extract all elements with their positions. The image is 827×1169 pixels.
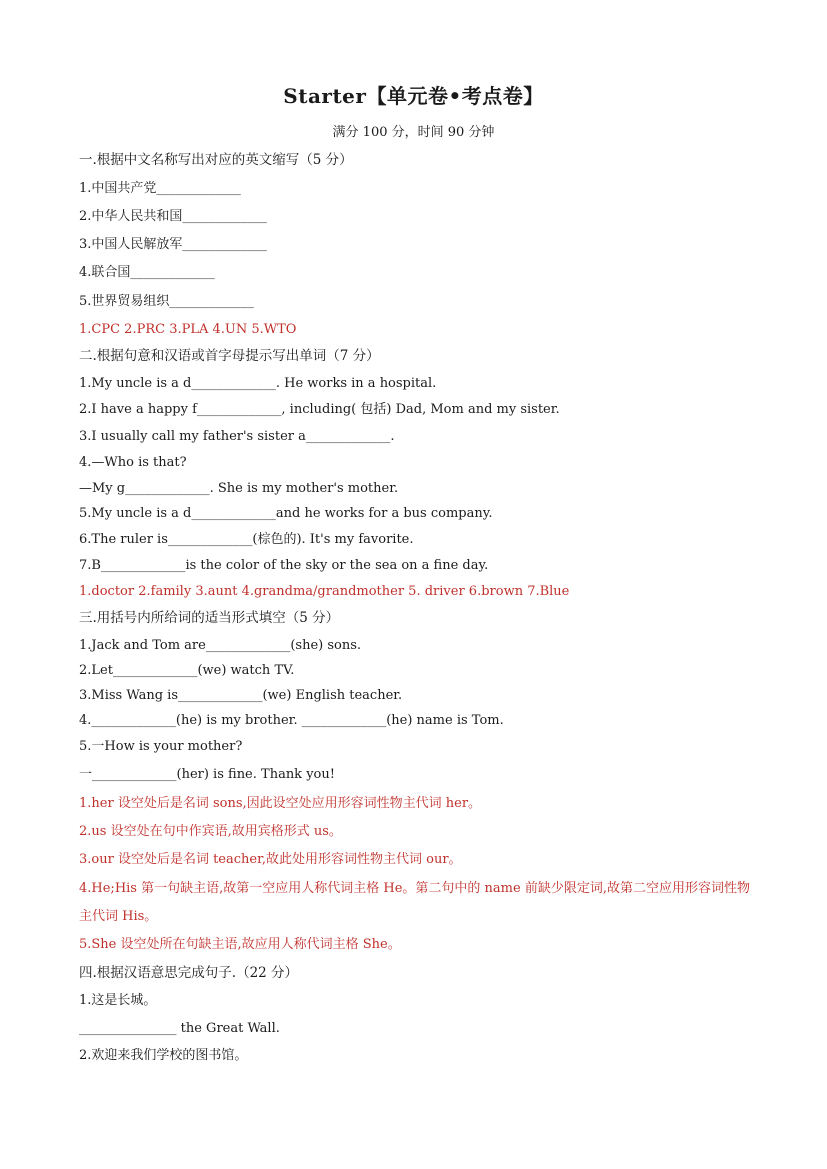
section-4-heading: 四.根据汉语意思完成句子.（22 分） <box>79 965 299 981</box>
question-line: 1.这是长城。 <box>79 993 157 1008</box>
question-line: 4._____________(he) is my brother. _____________(he) name is Tom. <box>79 713 504 728</box>
question-line: 1.中国共产党_____________ <box>79 181 241 196</box>
question-line: 一_____________(her) is fine. Thank you! <box>79 767 335 782</box>
page-subtitle: 满分 100 分，时间 90 分钟 <box>332 125 495 140</box>
question-line: 3.I usually call my father's sister a_____________. <box>79 429 395 444</box>
question-line: 5.世界贸易组织_____________ <box>79 294 254 309</box>
answer-line: 3.our 设空处后是名词 teacher,故此处用形容词性物主代词 our。 <box>79 852 462 867</box>
section-3-heading: 三.用括号内所给词的适当形式填空（5 分） <box>79 610 340 626</box>
answer-line: 1.CPC 2.PRC 3.PLA 4.UN 5.WTO <box>79 322 297 337</box>
question-line: 4.联合国_____________ <box>79 265 215 280</box>
question-line: 1.Jack and Tom are_____________(she) sons. <box>79 638 362 653</box>
question-line: 1.My uncle is a d_____________. He works in a hospital. <box>79 376 437 391</box>
question-line: 5.My uncle is a d_____________and he works for a bus company. <box>79 506 493 521</box>
question-line: 7.B_____________is the color of the sky or the sea on a fine day. <box>79 558 489 573</box>
section-1-heading: 一.根据中文名称写出对应的英文缩写（5 分） <box>79 152 353 168</box>
question-line: —My g_____________. She is my mother's mother. <box>79 481 399 496</box>
answer-line: 1.doctor 2.family 3.aunt 4.grandma/grandmother 5. driver 6.brown 7.Blue <box>79 584 570 599</box>
question-line: _______________ the Great Wall. <box>79 1021 280 1036</box>
question-line: 2.中华人民共和国_____________ <box>79 209 267 224</box>
question-line: 3.中国人民解放军_____________ <box>79 237 267 252</box>
question-line: 4.—Who is that? <box>79 455 187 470</box>
question-line: 2.欢迎来我们学校的图书馆。 <box>79 1048 248 1063</box>
page-title: Starter【单元卷•考点卷】 <box>283 84 544 108</box>
answer-line: 2.us 设空处在句中作宾语,故用宾格形式 us。 <box>79 824 342 839</box>
answer-line: 1.her 设空处后是名词 sons,因此设空处应用形容词性物主代词 her。 <box>79 796 482 811</box>
question-line: 3.Miss Wang is_____________(we) English teacher. <box>79 688 403 703</box>
question-line: 6.The ruler is_____________(棕色的). It's my favorite. <box>79 532 414 547</box>
question-line: 2.I have a happy f_____________, including( 包括) Dad, Mom and my sister. <box>79 402 560 417</box>
answer-line: 5.She 设空处所在句缺主语,故应用人称代词主格 She。 <box>79 937 401 952</box>
answer-line: 4.He;His 第一句缺主语,故第一空应用人称代词主格 He。第二句中的 name 前缺少限定词,故第二空应用形容词性物主代词 His。 <box>79 881 750 924</box>
question-line: 2.Let_____________(we) watch TV. <box>79 663 295 678</box>
section-2-heading: 二.根据句意和汉语或首字母提示写出单词（7 分） <box>79 348 380 364</box>
question-line: 5.一How is your mother? <box>79 739 243 754</box>
